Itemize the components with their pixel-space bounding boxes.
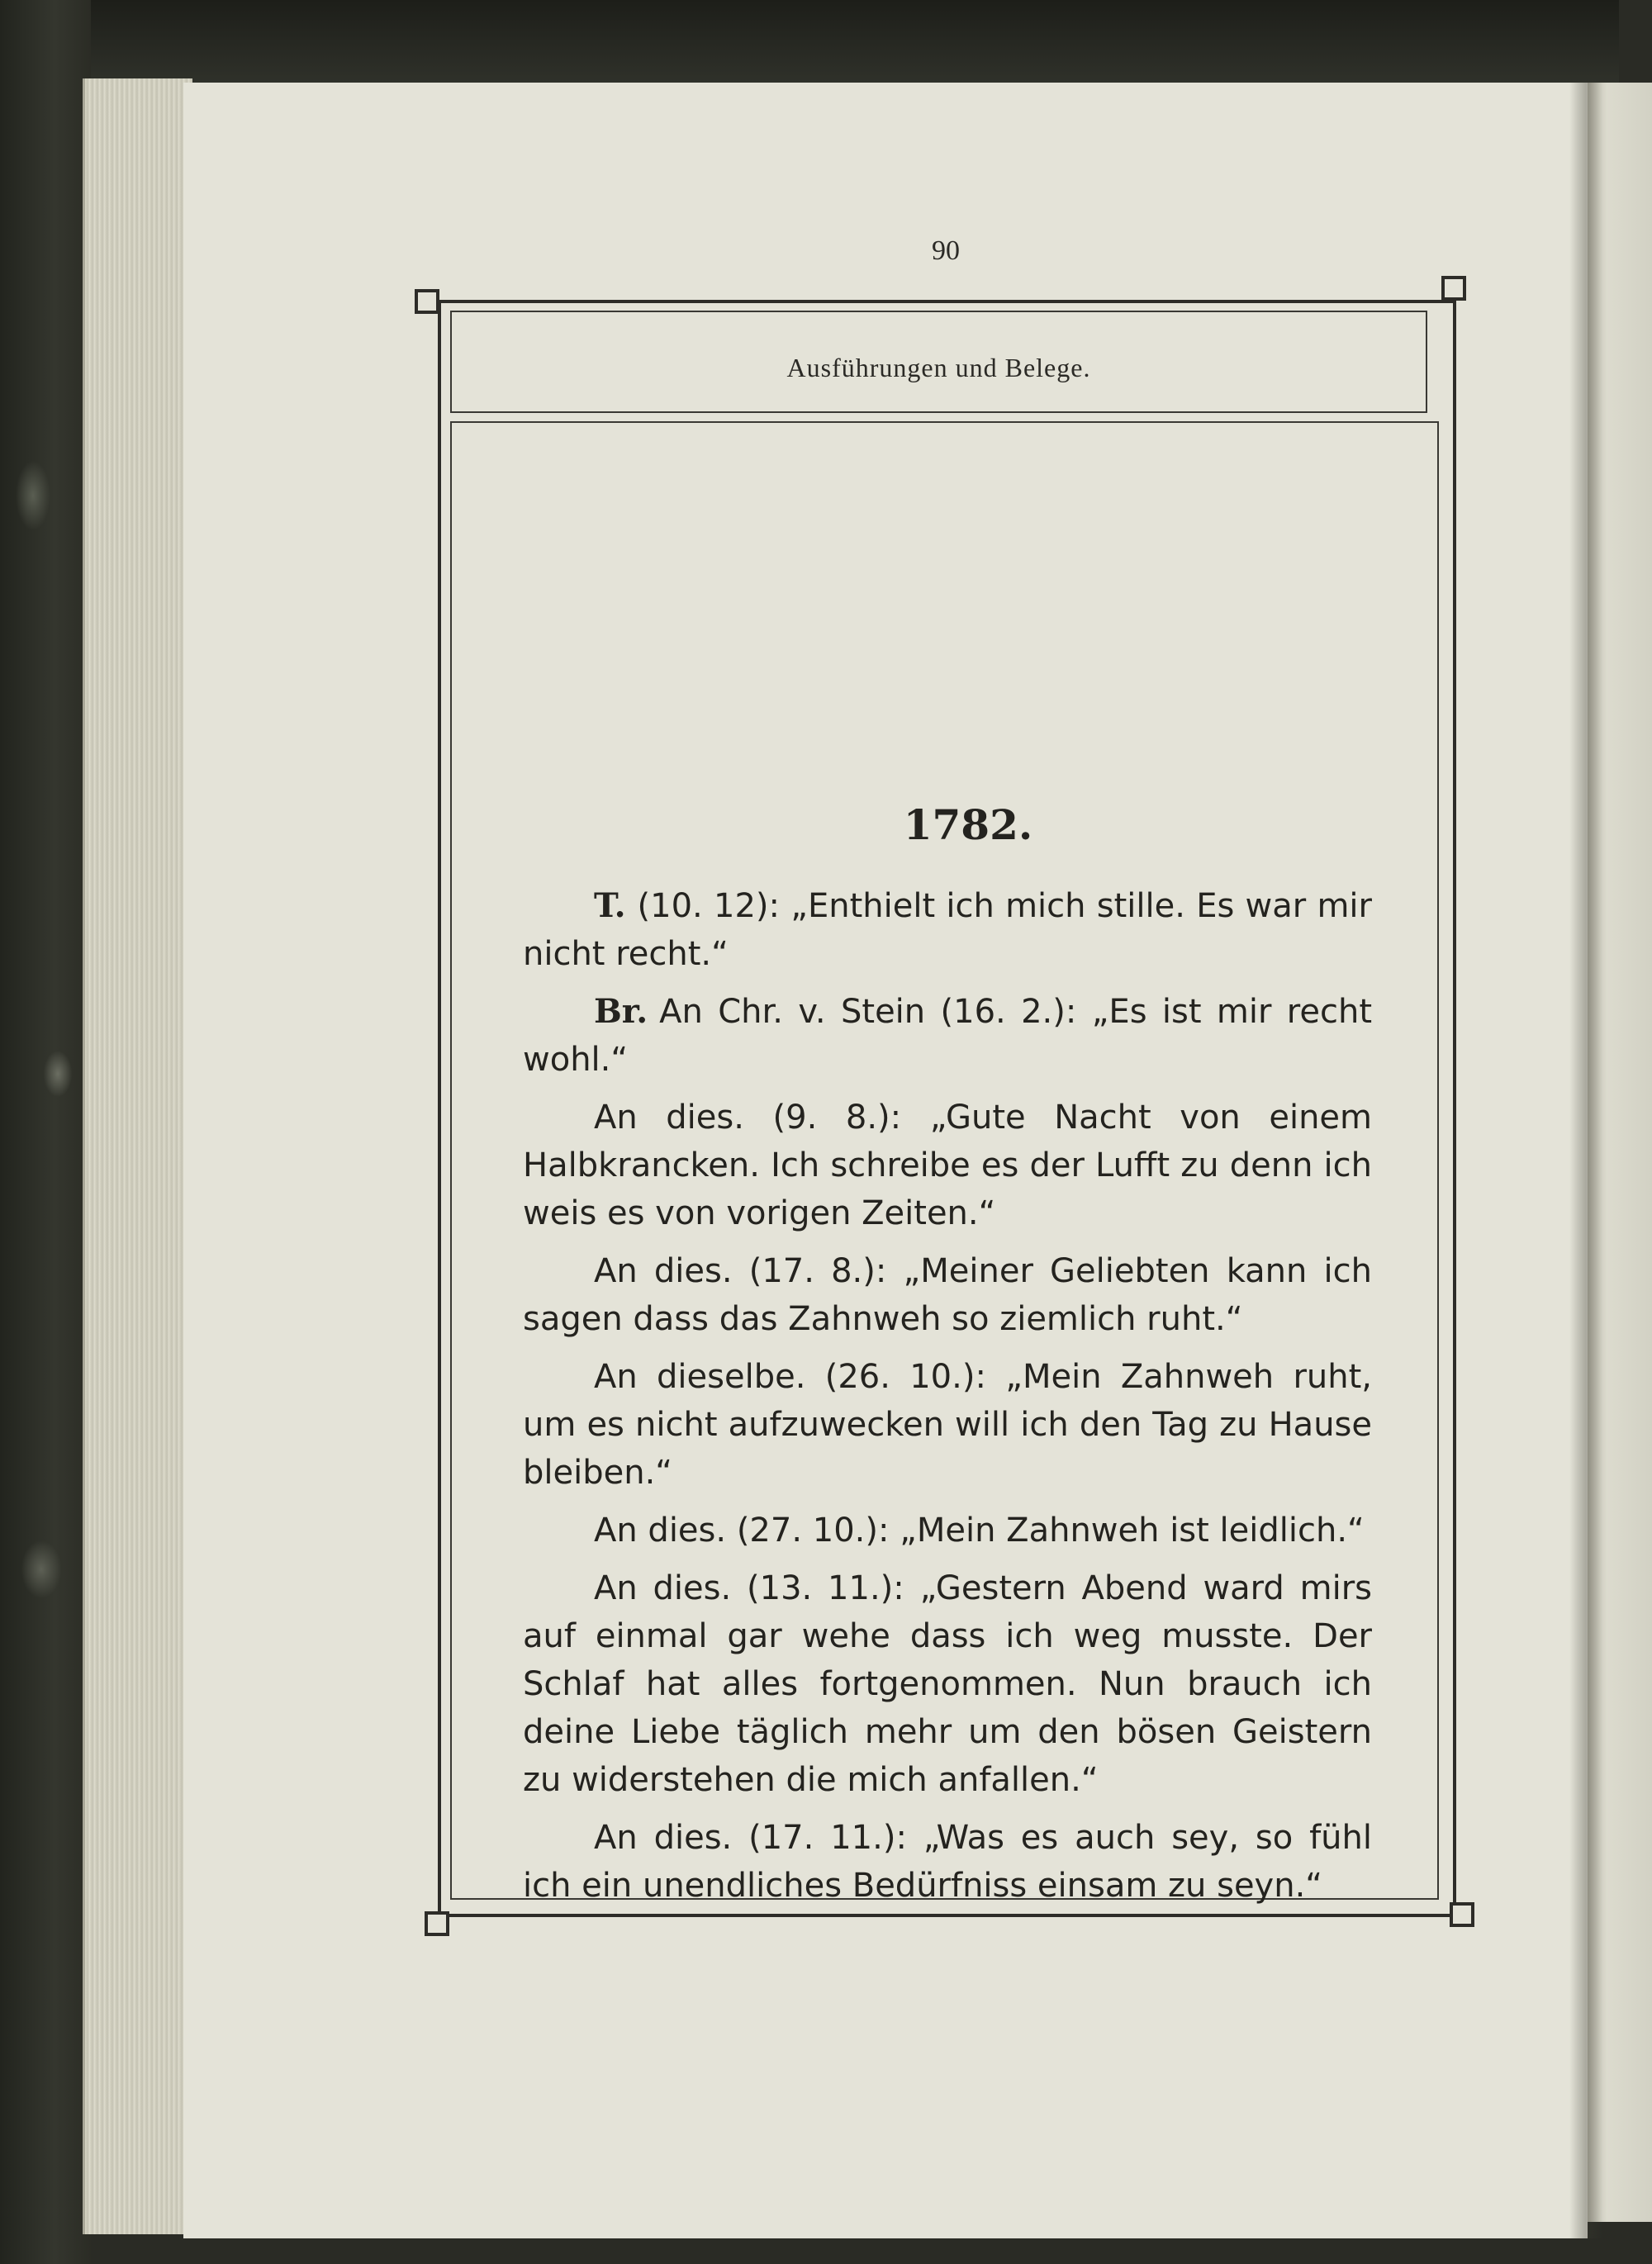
entry-label: Br.: [594, 992, 648, 1031]
page-number: 90: [932, 235, 960, 266]
running-head-box: [450, 311, 1427, 413]
entry-text: An dies. (17. 8.): „Meiner Geliebten kann ich sagen dass das Zahnweh so ziemlich ruht.“: [523, 1252, 1372, 1338]
section-year: 1782.: [903, 800, 1033, 849]
entry-text: An dies. (13. 11.): „Gestern Abend ward mirs auf einmal gar wehe dass ich weg musste. Der Schlaf hat alles fortgenommen. Nun brauch ich deine Liebe täglich mehr um den bösen Geistern zu widerstehen die mich anfallen.“: [523, 1569, 1372, 1799]
entry-6: [523, 1507, 1372, 1554]
entry-7: [523, 1564, 1372, 1804]
running-head: Ausführungen und Belege.: [786, 352, 1091, 382]
entry-1: [523, 882, 1372, 978]
entry-2: [523, 988, 1372, 1084]
entry-5: [523, 1353, 1372, 1497]
book-cover-marbled: [0, 0, 91, 2264]
entry-3: [523, 1094, 1372, 1237]
entry-text: An dies. (9. 8.): „Gute Nacht von einem Halbkrancken. Ich schreibe es der Lufft zu denn ich weis es von vorigen Zeiten.“: [523, 1099, 1372, 1232]
book-cover-top: [91, 0, 1619, 83]
page-body: [523, 801, 1372, 1920]
page-edges: [83, 78, 192, 2234]
book-gutter-shadow: [1569, 83, 1602, 2238]
entry-text: An dies. (17. 11.): „Was es auch sey, so fühl ich ein unendliches Bedürfniss einsam zu seyn.“: [523, 1819, 1372, 1905]
frame-corner-top-left: [415, 289, 439, 314]
entry-8: [523, 1814, 1372, 1910]
entry-text: An dieselbe. (26. 10.): „Mein Zahnweh ruht, um es nicht aufzuwecken will ich den Tag zu Hause bleiben.“: [523, 1358, 1372, 1492]
entry-text: (10. 12): „Enthielt ich mich stille. Es war mir nicht recht.“: [523, 887, 1372, 973]
frame-corner-bottom-right: [1450, 1902, 1474, 1927]
entry-text: An dies. (27. 10.): „Mein Zahnweh ist leidlich.“: [594, 1512, 1365, 1550]
entry-4: [523, 1247, 1372, 1343]
frame-corner-bottom-left: [425, 1911, 449, 1936]
frame-corner-top-right: [1441, 276, 1466, 301]
entry-text: An Chr. v. Stein (16. 2.): „Es ist mir recht wohl.“: [523, 993, 1372, 1079]
entry-label: T.: [594, 886, 626, 925]
